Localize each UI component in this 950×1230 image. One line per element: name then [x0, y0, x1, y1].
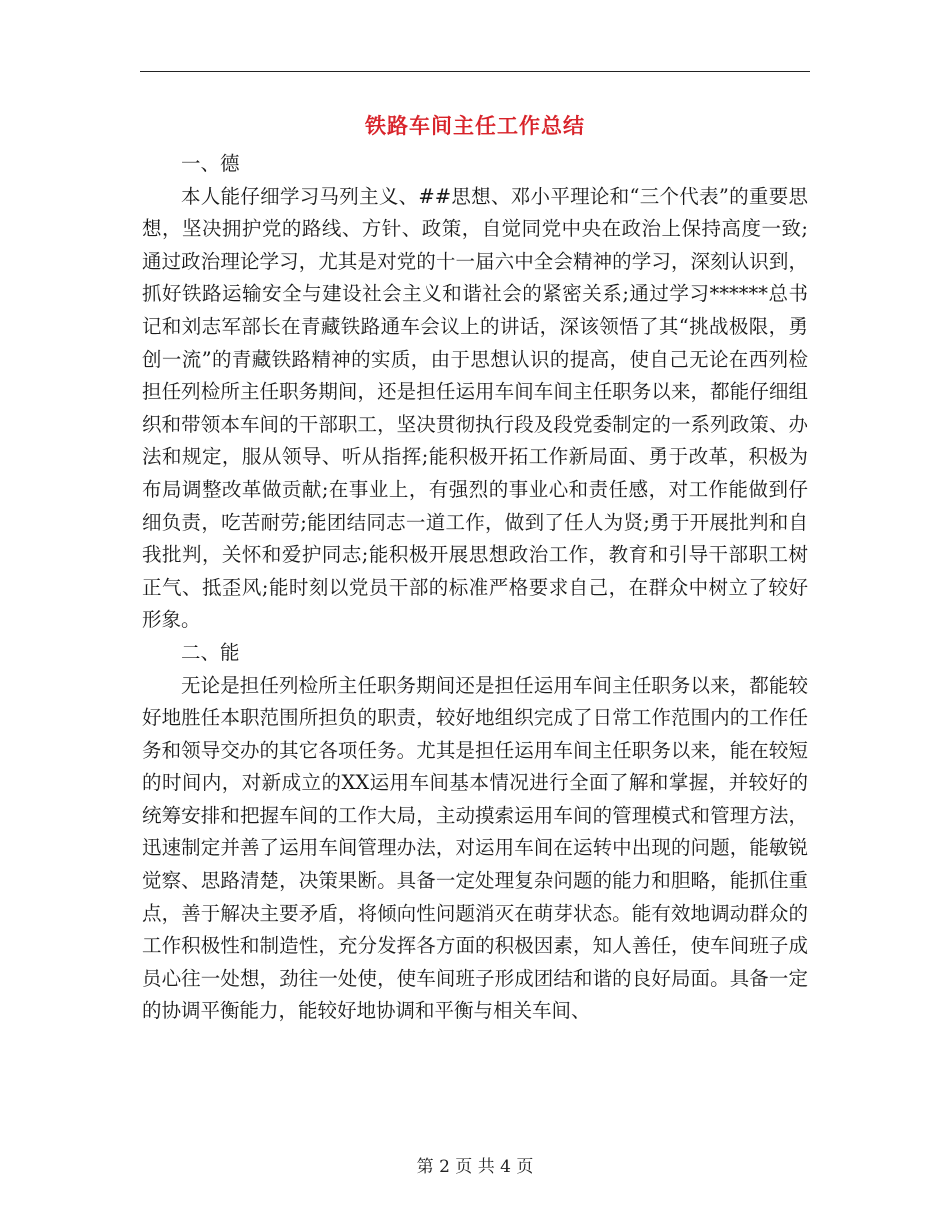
document-title: 铁路车间主任工作总结	[365, 114, 585, 138]
section-heading-de: 一、德	[181, 152, 240, 175]
section-paragraph-de: 本人能仔细学习马列主义、##思想、邓小平理论和“三个代表”的重要思想，坚决拥护党的路线、方针、政策，自觉同党中央在政治上保持高度一致;通过政治理论学习，尤其是对党的十一届六中全会精神的学习，深刻认识到，抓好铁路运输安全与建设社会主义和谐社会的紧密关系;通过学习******总书记和刘志军部长在青藏铁路通车会议上的讲话，深该领悟了其“挑战极限，勇创一流”的青藏铁路精神的实质，由于思想认识的提高，使自己无论在西列检担任列检所主任职务期间，还是担任运用车间车间主任职务以来，都能仔细组织和带领本车间的干部职工，坚决贯彻执行段及段党委制定的一系列政策、办法和规定，服从领导、听从指挥;能积极开拓工作新局面、勇于改革，积极为布局调整改革做贡献;在事业上，有强烈的事业心和责任感，对工作能做到仔细负责，吃苦耐劳;能团结同志一道工作，做到了任人为贤;勇于开展批判和自我批判，关怀和爱护同志;能积极开展思想政治工作，教育和引导干部职工树正气、抵歪风;能时刻以党员干部的标准严格要求自己，在群众中树立了较好形象。	[142, 184, 808, 632]
page-number-label: 第 2 页 共 4 页	[416, 1157, 534, 1177]
page-footer	[0, 1152, 950, 1177]
section-paragraph-neng: 无论是担任列检所主任职务期间还是担任运用车间主任职务以来，都能较好地胜任本职范围所担负的职责，较好地组织完成了日常工作范围内的工作任务和领导交办的其它各项任务。尤其是担任运用车间主任职务以来，能在较短的时间内，对新成立的XX运用车间基本情况进行全面了解和掌握，并较好的统筹安排和把握车间的工作大局，主动摸索运用车间的管理模式和管理方法，迅速制定并善了运用车间管理办法，对运用车间在运转中出现的问题，能敏锐觉察、思路清楚，决策果断。具备一定处理复杂问题的能力和胆略，能抓住重点，善于解决主要矛盾，将倾向性问题消灭在萌芽状态。能有效地调动群众的工作积极性和制造性，充分发挥各方面的积极因素，知人善任，使车间班子成员心往一处想，劲往一处使，使车间班子形成团结和谐的良好局面。具备一定的协调平衡能力，能较好地协调和平衡与相关车间、	[142, 673, 808, 1023]
section-heading-neng: 二、能	[181, 640, 240, 664]
document-body	[142, 148, 808, 1028]
header-rule	[140, 71, 810, 72]
